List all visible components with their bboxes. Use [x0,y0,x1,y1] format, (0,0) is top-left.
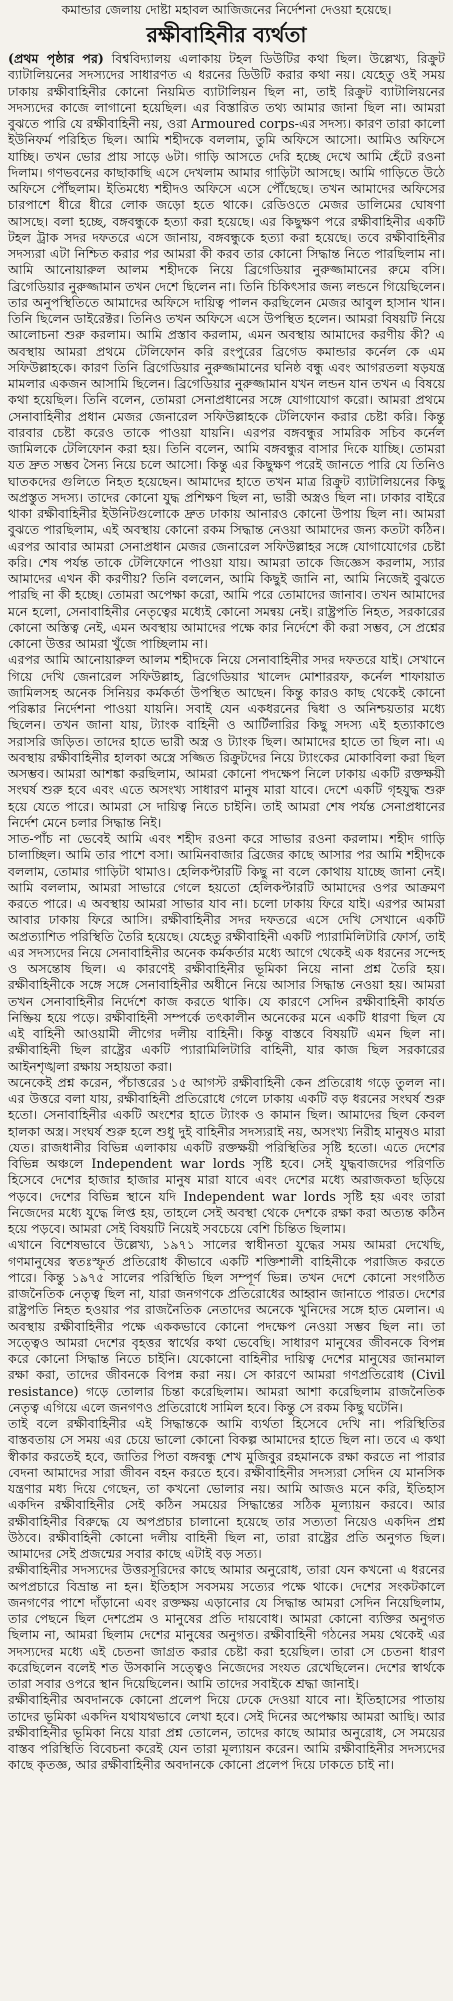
article-paragraph: রক্ষীবাহিনীর সদস্যদের উত্তরসূরিদের কাছে আমার অনুরোধ, তারা যেন কখনো এ ধরনের অপপ্রচারে বিভ্রান্ত না হন। ইতিহাস সবসময় সত্যের পক্ষে থাকে। দেশের সংকটকালে জনগণের পাশে দাঁড়ানো এবং রক্তক্ষয় এড়ানোর যে সিদ্ধান্ত আমরা সেদিন নিয়েছিলাম, তার পেছনে ছিল দেশপ্রেম ও মানুষের প্রতি দায়বোধ। আমরা কোনো ব্যক্তির অনুগত ছিলাম না, আমরা ছিলাম দেশের মানুষের অনুগত। রক্ষীবাহিনী গঠনের সময় থেকেই এর সদস্যদের মধ্যে এই চেতনা জাগ্রত করার চেষ্টা করা হয়েছিল। তারা সে চেতনা ধারণ করেছিলেন বলেই শত উসকানি সত্ত্বেও নিজেদের সংযত রেখেছিলেন। দেশের স্বার্থকে তারা সবার ওপরে স্থান দিয়েছিলেন। আমি তাদের সবাইকে শ্রদ্ধা জানাই। [8,1562,445,1691]
previous-article-tail: কমান্ডার জেলায় দোষ্টা মহাবল আজিজনের নির্দেশনা দেওয়া হয়েছে। [61,2,392,17]
paragraph-text: বিশ্ববিদ্যালয় এলাকায় টহল ডিউটির কথা ছিল। উল্লেখ্য, রিক্রুট ব্যাটালিয়নের সদস্যদের সাধারণত এ ধরনের ডিউটি করার কথা নয়। যেহেতু ওই সময় ঢাকায় রক্ষীবাহিনীর কোনো নিয়মিত ব্যাটালিয়ন ছিল না, তাই রিক্রুট ব্যাটালিয়নের সদস্যদের কাজে লাগানো হয়েছিল। এর বিস্তারিত তথ্য আমার জানা ছিল না। আমরা বুঝতে পারি যে রক্ষীবাহিনী নয়, ওরা Armoured corps-এর সদস্য। কারণ তারা কালো ইউনিফর্ম পরিহিত ছিল। আমি শহীদকে বললাম, তুমি অফিসে আসো। আমিও অফিসে যাচ্ছি। তখন ভোর প্রায় সাড়ে ৬টা। গাড়ি আসতে দেরি হচ্ছে দেখে আমি হেঁটে রওনা দিলাম। গণভবনের কাছাকাছি এসে দেখলাম আমার গাড়িটা আসছে। আমি গাড়িতে উঠে অফিসে পৌঁছলাম। ইতিমধ্যে শহীদও অফিসে এসে পৌঁছেছে। তখন আমাদের অফিসের চারপাশে ধীরে ধীরে লোক জড়ো হতে থাকে। রেডিওতে মেজর ডালিমের ঘোষণা আসছে। বলা হচ্ছে, বঙ্গবন্ধুকে হত্যা করা হয়েছে। এর কিছুক্ষণ পরে রক্ষীবাহিনীর একটি টহল ট্রাক সদর দফতরে এসে জানায়, বঙ্গবন্ধুকে হত্যা করা হয়েছে। তবে রক্ষীবাহিনীর সদস্যরা এটা নিশ্চিত করার পর আমরা কী করব তার কোনো সিদ্ধান্ত নিতে পারছিলাম না। আমি আনোয়ারুল আলম শহীদকে নিয়ে ব্রিগেডিয়ার নুরুজ্জামানের রুমে বসি। ব্রিগেডিয়ার নুরুজ্জামান তখন দেশে ছিলেন না। তিনি চিকিৎসার জন্য লন্ডনে গিয়েছিলেন। তার অনুপস্থিতিতে আমাদের অফিসে দায়িত্ব পালন করছিলেন মেজর আবুল হাসান খান। তিনি ছিলেন ডাইরেক্টর। তিনিও তখন অফিসে এসে উপস্থিত হলেন। আমরা বিষয়টি নিয়ে আলোচনা শুরু করলাম। আমি প্রস্তাব করলাম, এমন অবস্থায় আমাদের করণীয় কী? এ অবস্থায় আমরা প্রথমে টেলিফোন করি রংপুরের ব্রিগেড কমান্ডার কর্নেল কে এম সফিউল্লাহকে। কারণ তিনি ব্রিগেডিয়ার নুরুজ্জামানের ঘনিষ্ঠ বন্ধু এবং আগরতলা ষড়যন্ত্র মামলার একজন আসামি ছিলেন। ব্রিগেডিয়ার নুরুজ্জামান যখন লন্ডন যান তখন এ বিষয়ে কথা হয়েছিল। তিনি বলেন, তোমরা সেনাপ্রধানের সঙ্গে যোগাযোগ করো। আমরা প্রথমে সেনাবাহিনীর প্রধান মেজর জেনারেল সফিউল্লাহকে টেলিফোন করার চেষ্টা করি। কিন্তু বারবার চেষ্টা করেও তাকে পাওয়া যায়নি। এরপর বঙ্গবন্ধুর সামরিক সচিব কর্নেল জামিলকে টেলিফোন করা হয়। তিনি বলেন, আমি বঙ্গবন্ধুর বাসার দিকে যাচ্ছি। তোমরা যত দ্রুত সম্ভব সৈন্য নিয়ে চলে আসো। কিন্তু এর কিছুক্ষণ পরেই জানতে পারি যে তিনিও ঘাতকদের গুলিতে নিহত হয়েছেন। আমাদের হাতে তখন মাত্র রিক্রুট ব্যাটালিয়নের কিছু অপ্রস্তুত সদস্য। তাদের কোনো যুদ্ধ প্রশিক্ষণ ছিল না, ভারী অস্ত্রও ছিল না। ঢাকার বাইরে থাকা রক্ষীবাহিনীর ইউনিটগুলোকে দ্রুত ঢাকায় আনারও কোনো উপায় ছিল না। আমরা বুঝতে পারছিলাম, এই অবস্থায় কোনো রকম সিদ্ধান্ত নেওয়া আমাদের জন্য কতটা কঠিন। এরপর আবার আমরা সেনাপ্রধান মেজর জেনারেল সফিউল্লাহর সঙ্গে যোগাযোগের চেষ্টা করি। শেষ পর্যন্ত তাকে টেলিফোনে পাওয়া যায়। আমরা তাকে জিজ্ঞেস করলাম, স্যার আমাদের এখন কী করণীয়? তিনি বললেন, আমি কিছুই জানি না, আমি নিজেই বুঝতে পারছি না কী হচ্ছে। তোমরা অপেক্ষা করো, আমি পরে তোমাদের জানাব। তখন আমাদের মনে হলো, সেনাবাহিনীর নেতৃত্বের মধ্যেই কোনো সমন্বয় নেই। রাষ্ট্রপতি নিহত, সরকারের কোনো অস্তিত্ব নেই, এমন অবস্থায় আমাদের পক্ষে কার নির্দেশে কী করা সম্ভব, সে প্রশ্নের কোনো উত্তর আমরা খুঁজে পাচ্ছিলাম না। [8,51,445,651]
article-paragraph: তাই বলে রক্ষীবাহিনীর এই সিদ্ধান্তকে আমি ব্যর্থতা হিসেবে দেখি না। পরিস্থিতির বাস্তবতায় সে সময় এর চেয়ে ভালো কোনো বিকল্প আমাদের হাতে ছিল না। তবে এ কথা স্বীকার করতেই হবে, জাতির পিতা বঙ্গবন্ধু শেখ মুজিবুর রহমানকে রক্ষা করতে না পারার বেদনা আমাদের সারা জীবন বহন করতে হবে। রক্ষীবাহিনীর সদস্যরা সেদিন যে মানসিক যন্ত্রণার মধ্য দিয়ে গেছেন, তা কখনো ভোলার নয়। আমি আজও মনে করি, ইতিহাস একদিন রক্ষীবাহিনীর সেই কঠিন সময়ের সিদ্ধান্তের সঠিক মূল্যায়ন করবে। আর রক্ষীবাহিনীর বিরুদ্ধে যে অপপ্রচার চালানো হয়েছে তার সত্যতা নিয়েও একদিন প্রশ্ন উঠবে। রক্ষীবাহিনী কোনো দলীয় বাহিনী ছিল না, তারা রাষ্ট্রের প্রতি অনুগত ছিল। আমাদের সেই প্রজন্মের সবার কাছে এটাই বড় সত্য। [8,1416,445,1561]
article-paragraph: সাত-পাঁচ না ভেবেই আমি এবং শহীদ রওনা করে সাভার রওনা করলাম। শহীদ গাড়ি চালাচ্ছিল। আমি তার পাশে বসা। আমিনবাজার ব্রিজের কাছে আসার পর আমি শহীদকে বললাম, তোমার গাড়িটা থামাও। হেলিকপ্টারটি কিছু না বলে কোথায় যাচ্ছে জানা নেই। আমি বললাম, আমরা সাভারে গেলে হয়তো হেলিকপ্টারটি আমাদের ওপর আক্রমণ করতে পারে। এ অবস্থায় আমরা সাভার যাব না। চলো ঢাকায় ফিরে যাই। এরপর আমরা আবার ঢাকায় ফিরে আসি। রক্ষীবাহিনীর সদর দফতরে এসে দেখি সেখানে একটি অপ্রত্যাশিত পরিস্থিতি তৈরি হয়েছে। যেহেতু রক্ষীবাহিনী একটি প্যারামিলিটারি ফোর্স, তাই এর সদস্যদের নিয়ে সেনাবাহিনীর অনেক কর্মকর্তার মধ্যে আগে থেকেই এক ধরনের সন্দেহ ও অসন্তোষ ছিল। এ কারণেই রক্ষীবাহিনীর ভূমিকা নিয়ে নানা প্রশ্ন তৈরি হয়। রক্ষীবাহিনীকে সঙ্গে সঙ্গে সেনাবাহিনীর অধীনে নিয়ে আসার সিদ্ধান্ত নেওয়া হয়। আমরা তখন সেনাবাহিনীর নির্দেশে কাজ করতে থাকি। যে কারণে সেদিন রক্ষীবাহিনী কার্যত নিষ্ক্রিয় হয়ে পড়ে। রক্ষীবাহিনী সম্পর্কে তৎকালীন অনেকের মনে একটি ধারণা ছিল যে এই বাহিনী আওয়ামী লীগের দলীয় বাহিনী। কিন্তু বাস্তবে বিষয়টি এমন ছিল না। রক্ষীবাহিনী ছিল রাষ্ট্রের একটি প্যারামিলিটারি বাহিনী, যার কাজ ছিল সরকারের আইনশৃঙ্খলা রক্ষায় সহায়তা করা। [8,831,445,1074]
article-paragraph: এখানে বিশেষভাবে উল্লেখ্য, ১৯৭১ সালের স্বাধীনতা যুদ্ধের সময় আমরা দেখেছি, গণমানুষের স্বতঃস্ফূর্ত প্রতিরোধ কীভাবে একটি শক্তিশালী বাহিনীকে পরাজিত করতে পারে। কিন্তু ১৯৭৫ সালের পরিস্থিতি ছিল সম্পূর্ণ ভিন্ন। তখন দেশে কোনো সংগঠিত রাজনৈতিক নেতৃত্ব ছিল না, যারা জনগণকে প্রতিরোধের আহ্বান জানাতে পারত। দেশের রাষ্ট্রপতি নিহত হওয়ার পর রাজনৈতিক নেতাদের অনেকে খুনিদের সঙ্গে হাত মেলান। এ অবস্থায় রক্ষীবাহিনীর পক্ষে এককভাবে কোনো পদক্ষেপ নেওয়া সম্ভব ছিল না। তা সত্ত্বেও আমরা দেশের বৃহত্তর স্বার্থের কথা ভেবেছি। সাধারণ মানুষের জীবনকে বিপন্ন করে কোনো সিদ্ধান্ত নিতে চাইনি। যেকোনো বাহিনীর দায়িত্ব দেশের মানুষের জানমাল রক্ষা করা, তাদের জীবনকে বিপন্ন করা নয়। সে কারণে আমরা গণপ্রতিরোধ (Civil resistance) গড়ে তোলার চিন্তা করেছিলাম। আমরা আশা করেছিলাম রাজনৈতিক নেতৃত্ব এগিয়ে এলে জনগণও প্রতিরোধে সামিল হবে। কিন্তু সে রকম কিছু ঘটেনি। [8,1237,445,1415]
continued-label: (প্রথম পৃষ্ঠার পর) [8,51,104,66]
article-paragraph [8,51,445,652]
article-paragraph: রক্ষীবাহিনীর অবদানকে কোনো প্রলেপ দিয়ে ঢেকে দেওয়া যাবে না। ইতিহাসের পাতায় তাদের ভূমিকা একদিন যথাযথভাবে লেখা হবে। সেই দিনের অপেক্ষায় আমরা আছি। আর রক্ষীবাহিনীর ভূমিকা নিয়ে যারা প্রশ্ন তোলেন, তাদের কাছে আমার অনুরোধ, সে সময়ের বাস্তব পরিস্থিতি বিবেচনা করেই যেন তারা মূল্যায়ন করেন। আমি রক্ষীবাহিনীর সদস্যদের কাছে কৃতজ্ঞ, আর রক্ষীবাহিনীর অবদানকে কোনো প্রলেপ দিয়ে ঢাকতে চাই না। [8,1692,445,1773]
article-headline: রক্ষীবাহিনীর ব্যর্থতা [146,22,307,47]
article-paragraph: এরপর আমি আনোয়ারুল আলম শহীদকে নিয়ে সেনাবাহিনীর সদর দফতরে যাই। সেখানে গিয়ে দেখি জেনারেল সফিউল্লাহ, ব্রিগেডিয়ার খালেদ মোশাররফ, কর্নেল শাফায়াত জামিলসহ অনেক সিনিয়র কর্মকর্তা উপস্থিত আছেন। কিন্তু কারও কাছ থেকেই কোনো পরিষ্কার নির্দেশনা পাওয়া যায়নি। সবাই যেন একধরনের দ্বিধা ও অনিশ্চয়তার মধ্যে ছিলেন। তখন জানা যায়, ট্যাংক বাহিনী ও আর্টিলারির কিছু সদস্য এই হত্যাকাণ্ডে সরাসরি জড়িত। তাদের হাতে ভারী অস্ত্র ও ট্যাংক ছিল। আমাদের হাতে তা ছিল না। এ অবস্থায় রক্ষীবাহিনীর হালকা অস্ত্রে সজ্জিত রিক্রুটদের নিয়ে ট্যাংকের মোকাবিলা করা ছিল অসম্ভব। আমরা আশঙ্কা করছিলাম, আমরা কোনো পদক্ষেপ নিলে ঢাকায় একটি রক্তক্ষয়ী সংঘর্ষ শুরু হবে এবং এতে অসংখ্য সাধারণ মানুষ মারা যাবে। দেশে একটি গৃহযুদ্ধ শুরু হয়ে যেতে পারে। আমরা সে দায়িত্ব নিতে চাইনি। তাই আমরা শেষ পর্যন্ত সেনাপ্রধানের নির্দেশ মেনে চলার সিদ্ধান্ত নিই। [8,652,445,830]
article-body [8,51,445,1774]
article-paragraph: অনেকেই প্রশ্ন করেন, পঁচাত্তরের ১৫ আগস্ট রক্ষীবাহিনী কেন প্রতিরোধ গড়ে তুলল না। এর উত্তরে বলা যায়, রক্ষীবাহিনী প্রতিরোধে গেলে ঢাকায় একটি বড় ধরনের সংঘর্ষ শুরু হতো। সেনাবাহিনীর একটি অংশের হাতে ট্যাংক ও কামান ছিল। আমাদের ছিল কেবল হালকা অস্ত্র। সংঘর্ষ শুরু হলে শুধু দুই বাহিনীর সদস্যরাই নয়, অসংখ্য নিরীহ মানুষও মারা যেত। রাজধানীর বিভিন্ন এলাকায় একটি রক্তক্ষয়ী পরিস্থিতির সৃষ্টি হতো। এতে দেশের বিভিন্ন অঞ্চলে Independent war lords সৃষ্টি হবে। সেই যুদ্ধবাজদের পরিণতি হিসেবে দেশের হাজার হাজার মানুষ মারা যাবে এবং দেশের মধ্যে অরাজকতা ছড়িয়ে পড়বে। দেশের বিভিন্ন স্থানে যদি Independent war lords সৃষ্টি হয় এবং তারা নিজেদের মধ্যে যুদ্ধে লিপ্ত হয়, তাহলে সেই অবস্থা থেকে দেশকে রক্ষা করা অত্যন্ত কঠিন হয়ে পড়বে। আমরা সেই বিষয়টি নিয়েই সবচেয়ে বেশি চিন্তিত ছিলাম। [8,1074,445,1236]
